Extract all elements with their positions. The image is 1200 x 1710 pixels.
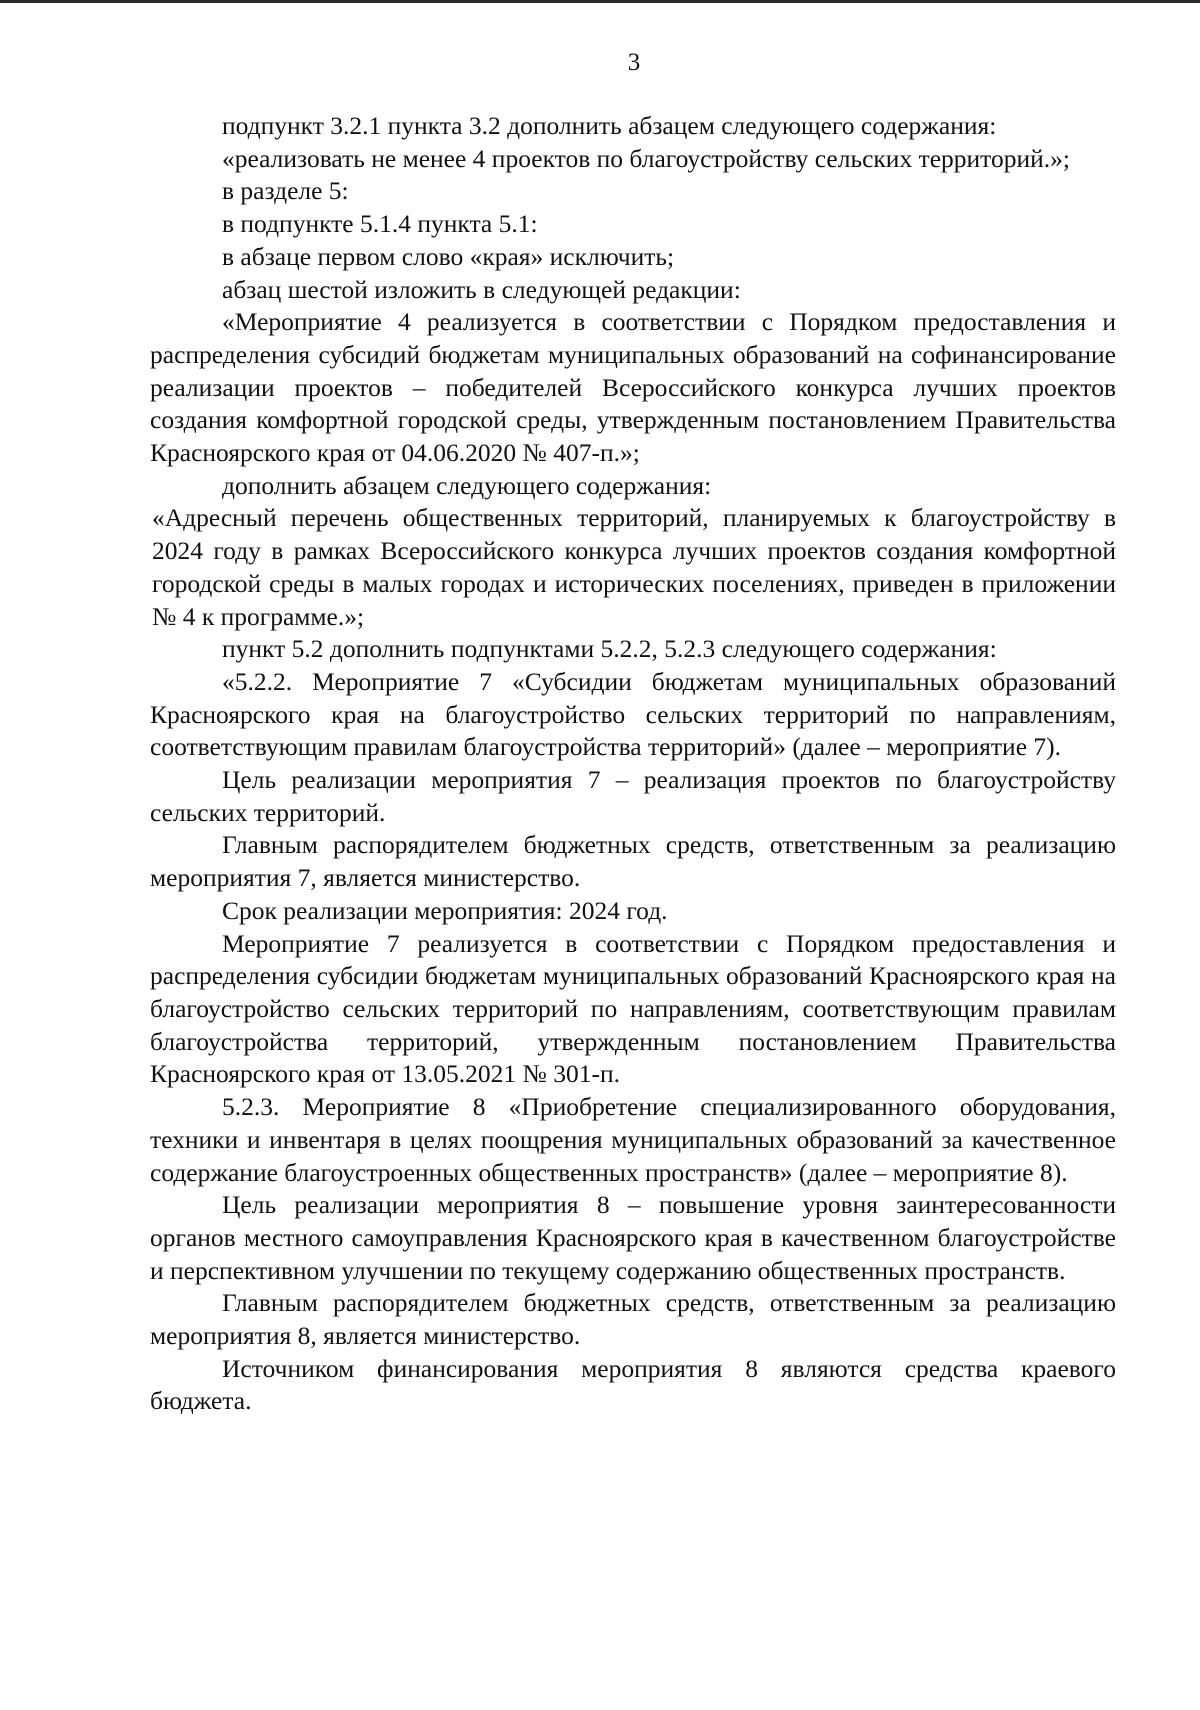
paragraph: Главным распорядителем бюджетных средств, ответственным за реализацию мероприятия 8, является министерство. bbox=[150, 1288, 1116, 1351]
paragraph: Главным распорядителем бюджетных средств, ответственным за реализацию мероприятия 7, является министерство. bbox=[150, 830, 1116, 893]
paragraph: Мероприятие 7 реализуется в соответствии с Порядком предоставления и распределения субсидии бюджетам муниципальных образований Красноярского края на благоустройство сельских территорий по направлениям, соответствующим правилам благоустройства территорий, утвержденным постановлением Правительства Красноярского края от 13.05.2021 № 301-п. bbox=[150, 928, 1116, 1089]
paragraph: «Мероприятие 4 реализуется в соответствии с Порядком предоставления и распределения субсидий бюджетам муниципальных образований на софинансирование реализации проектов – победителей Всероссийского конкурса лучших проектов создания комфортной городской среды, утвержденным постановлением Правительства Красноярского края от 04.06.2020 № 407-п.»; bbox=[150, 307, 1116, 468]
paragraph: Цель реализации мероприятия 8 – повышение уровня заинтересованности органов местного самоуправления Красноярского края в качественном благоустройстве и перспективном улучшении по текущему содержанию общественных пространств. bbox=[150, 1190, 1116, 1285]
paragraph: дополнить абзацем следующего содержания: bbox=[222, 470, 712, 500]
paragraph: в разделе 5: bbox=[222, 176, 349, 206]
page-number: 3 bbox=[627, 49, 641, 76]
document-body bbox=[150, 110, 1116, 1418]
paragraph: в подпункте 5.1.4 пункта 5.1: bbox=[222, 209, 538, 239]
paragraph: «реализовать не менее 4 проектов по благоустройству сельских территорий.»; bbox=[222, 143, 1070, 173]
paragraph: «Адресный перечень общественных территорий, планируемых к благоустройству в 2024 году в рамках Всероссийского конкурса лучших проектов создания комфортной городской среды в малых городах и исторических поселениях, приведен в приложении № 4 к программе.»; bbox=[152, 503, 1116, 631]
paragraph: «5.2.2. Мероприятие 7 «Субсидии бюджетам муниципальных образований Красноярского края на благоустройство сельских территорий по направлениям, соответствующим правилам благоустройства территорий» (далее – мероприятие 7). bbox=[150, 666, 1116, 762]
paragraph: в абзаце первом слово «края» исключить; bbox=[222, 241, 675, 271]
paragraph: 5.2.3. Мероприятие 8 «Приобретение специализированного оборудования, техники и инвентаря в целях поощрения муниципальных образований за качественное содержание благоустроенных общественных пространств» (далее – мероприятие 8). bbox=[150, 1092, 1116, 1187]
paragraph: Цель реализации мероприятия 7 – реализация проектов по благоустройству сельских территорий. bbox=[150, 765, 1116, 827]
paragraph: пункт 5.2 дополнить подпунктами 5.2.2, 5.2.3 следующего содержания: bbox=[222, 634, 997, 664]
paragraph: Срок реализации мероприятия: 2024 год. bbox=[222, 895, 668, 925]
paragraph: подпункт 3.2.1 пункта 3.2 дополнить абзацем следующего содержания: bbox=[222, 111, 997, 140]
scan-top-edge bbox=[0, 0, 1200, 3]
paragraph: абзац шестой изложить в следующей редакции: bbox=[222, 274, 741, 304]
paragraph: Источником финансирования мероприятия 8 являются средства краевого бюджета. bbox=[150, 1353, 1116, 1416]
